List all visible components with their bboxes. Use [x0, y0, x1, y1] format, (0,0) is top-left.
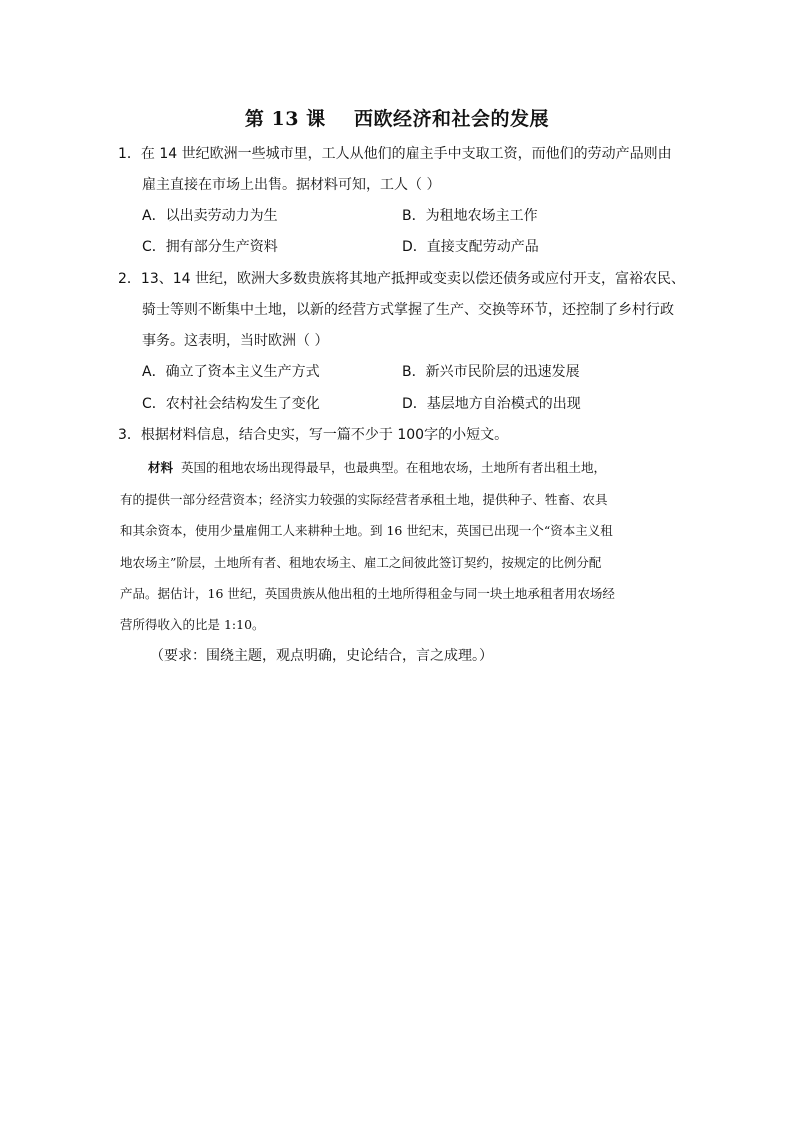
page-title: 第 13 课 西欧经济和社会的发展	[244, 108, 550, 130]
question-2-stem-line-3: 事务。这表明，当时欧洲（ ）	[142, 333, 329, 349]
question-2-option-a: A．确立了资本主义生产方式	[142, 364, 320, 380]
question-1-stem-line-2: 雇主直接在市场上出售。据材料可知，工人（ ）	[142, 177, 441, 193]
question-1-option-c: C．拥有部分生产资料	[142, 239, 278, 255]
material-text-line-4: 地农场主”阶层，土地所有者、租地农场主、雇工之间彼此签订契约，按规定的比例分配	[120, 555, 602, 570]
material-text-line-6: 营所得收入的比是 1:10。	[120, 617, 265, 632]
question-3-stem: 3．根据材料信息，结合史实，写一篇不少于 100字的小短文。	[118, 427, 509, 443]
material-first-line	[148, 458, 606, 478]
question-3-requirement: （要求：围绕主题，观点明确，史论结合，言之成理。）	[150, 648, 493, 664]
question-2-option-b: B．新兴市民阶层的迅速发展	[402, 364, 580, 380]
material-text-line-5: 产品。据估计，16 世纪，英国贵族从他出租的土地所得租金与同一块土地承租者用农场经	[120, 586, 615, 601]
material-text-line-3: 和其余资本，使用少量雇佣工人来耕种土地。到 16 世纪末，英国已出现一个“资本主义租	[120, 523, 613, 538]
material-label: 材料	[148, 460, 174, 475]
material-text-line-2: 有的提供一部分经营资本；经济实力较强的实际经营者承租土地，提供种子、牲畜、农具	[120, 492, 608, 507]
question-1-option-a: A．以出卖劳动力为生	[142, 208, 278, 224]
material-text-line-1: 英国的租地农场出现得最早，也最典型。在租地农场，土地所有者出租土地，	[181, 460, 607, 475]
question-1-option-d: D．直接支配劳动产品	[402, 239, 539, 255]
question-2-stem-line-1: 2．13、14 世纪，欧洲大多数贵族将其地产抵押或变卖以偿还债务或应付开支，富裕农民、	[118, 271, 685, 287]
question-2-stem-line-2: 骑士等则不断集中土地，以新的经营方式掌握了生产、交换等环节，还控制了乡村行政	[142, 302, 674, 318]
question-1-option-b: B．为租地农场主工作	[402, 208, 538, 224]
question-2-option-c: C．农村社会结构发生了变化	[142, 396, 320, 412]
question-1-stem-line-1: 1．在 14 世纪欧洲一些城市里，工人从他们的雇主手中支取工资，而他们的劳动产品则由	[118, 146, 672, 162]
question-2-option-d: D．基层地方自治模式的出现	[402, 396, 581, 412]
